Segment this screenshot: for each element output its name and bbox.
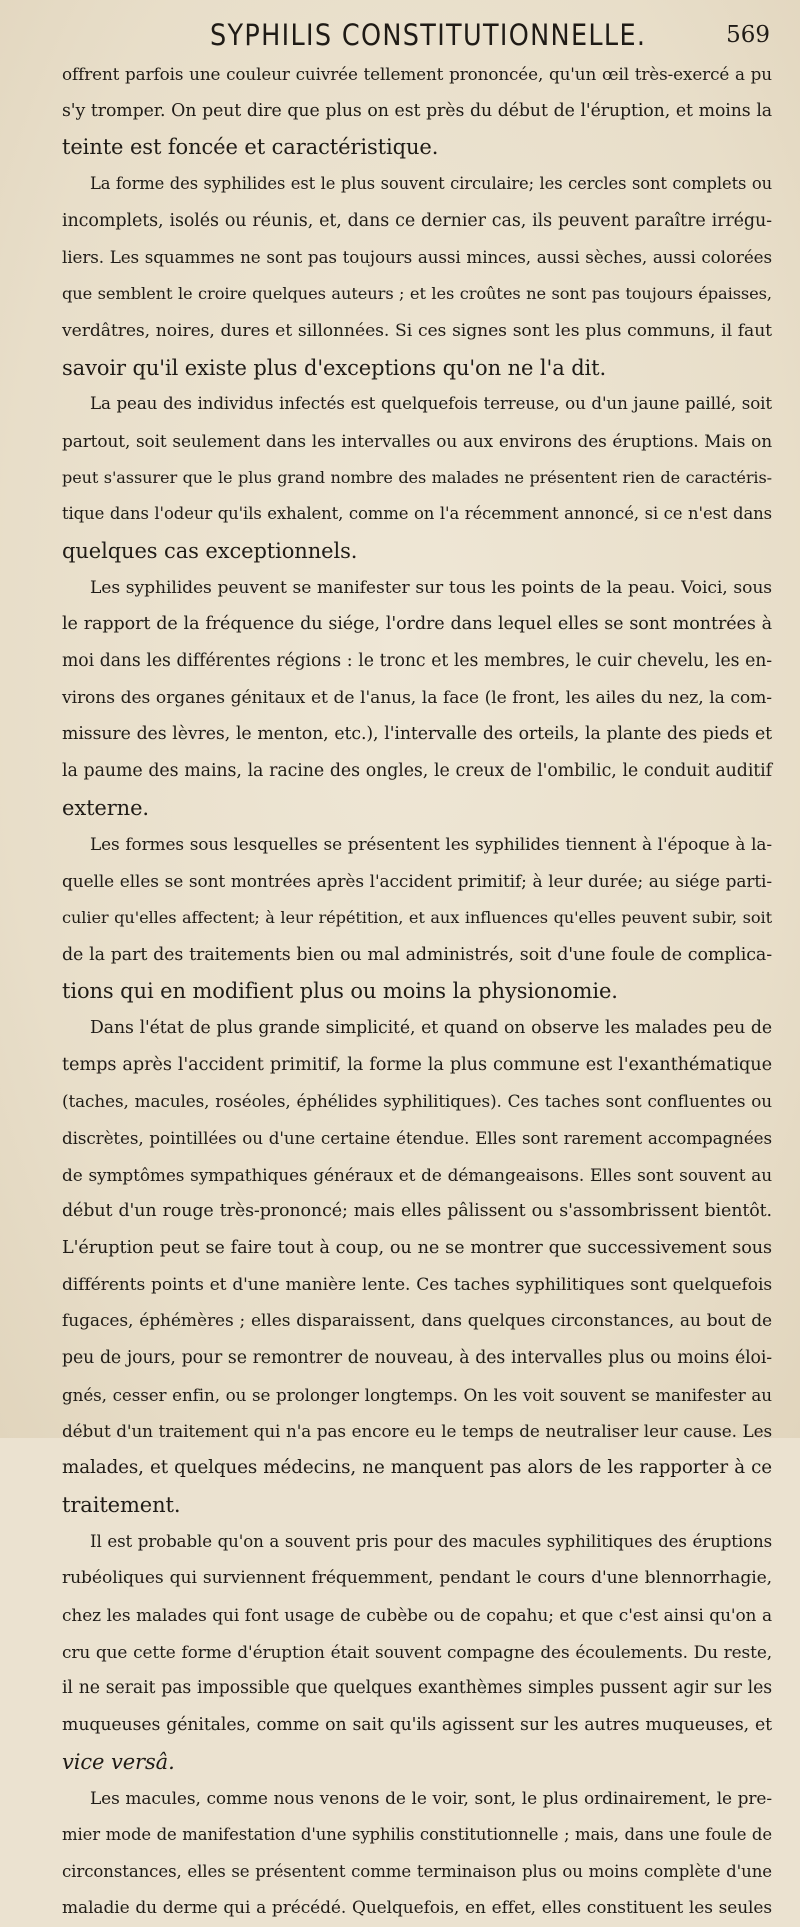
- text-line: de symptômes sympathiques généraux et de démangeaisons. Elles sont souvent au: [62, 1164, 772, 1185]
- text-line: le rapport de la fréquence du siége, l'ordre dans lequel elles se sont montrées à: [62, 614, 772, 635]
- text-line: tions qui en modifient plus ou moins la physionomie.: [62, 979, 618, 1004]
- text-line: L'éruption peut se faire tout à coup, ou ne se montrer que successivement sous: [62, 1238, 772, 1258]
- text-line: liers. Les squammes ne sont pas toujours aussi minces, aussi sèches, aussi colorées: [62, 247, 772, 268]
- text-line: s'y tromper. On peut dire que plus on est près du début de l'éruption, et moins la: [62, 100, 772, 121]
- text-line: temps après l'accident primitif, la forme la plus commune est l'exanthématique: [62, 1054, 772, 1075]
- text-line: il ne serait pas impossible que quelques exanthèmes simples pussent agir sur les: [62, 1678, 772, 1699]
- text-line: moi dans les différentes régions : le tronc et les membres, le cuir chevelu, les en-: [62, 651, 772, 671]
- text-line: début d'un rouge très-prononcé; mais elles pâlissent ou s'assombrissent bientôt.: [62, 1201, 772, 1222]
- text-line: cru que cette forme d'éruption était souvent compagne des écoulements. Du reste,: [62, 1641, 772, 1662]
- text-line: offrent parfois une couleur cuivrée tellement prononcée, qu'un œil très-exercé a pu: [62, 64, 772, 84]
- page-number: 569: [726, 22, 770, 48]
- text-line: Les formes sous lesquelles se présentent les syphilides tiennent à l'époque à la-: [90, 834, 772, 855]
- text-line: mier mode de manifestation d'une syphilis constitutionnelle ; mais, dans une foule de: [62, 1825, 772, 1844]
- text-line: virons des organes génitaux et de l'anus, la face (le front, les ailes du nez, la com-: [62, 687, 772, 708]
- text-line: quelques cas exceptionnels.: [62, 538, 358, 563]
- text-line: discrètes, pointillées ou d'une certaine étendue. Elles sont rarement accompagnées: [62, 1127, 772, 1148]
- body-text: [62, 56, 772, 1927]
- text-line: muqueuses génitales, comme on sait qu'ils agissent sur les autres muqueuses, et: [62, 1714, 772, 1735]
- text-line: début d'un traitement qui n'a pas encore eu le temps de neutraliser leur cause. Les: [62, 1421, 772, 1442]
- text-line: Les syphilides peuvent se manifester sur tous les points de la peau. Voici, sous: [90, 577, 772, 598]
- text-line: Il est probable qu'on a souvent pris pour des macules syphilitiques des éruptions: [90, 1531, 772, 1551]
- text-line: tique dans l'odeur qu'ils exhalent, comme on l'a récemment annoncé, si ce n'est dans: [62, 504, 772, 524]
- text-line: quelle elles se sont montrées après l'accident primitif; à leur durée; au siége parti-: [62, 871, 772, 892]
- text-line: La forme des syphilides est le plus souvent circulaire; les cercles sont complets ou: [90, 174, 772, 194]
- text-line: partout, soit seulement dans les intervalles ou aux environs des éruptions. Mais on: [62, 430, 772, 451]
- text-line: différents points et d'une manière lente. Ces taches syphilitiques sont quelquefois: [62, 1274, 772, 1295]
- text-line: la paume des mains, la racine des ongles, le creux de l'ombilic, le conduit auditif: [62, 761, 772, 782]
- text-line: rubéoliques qui surviennent fréquemment, pendant le cours d'une blennorrhagie,: [62, 1568, 772, 1589]
- text-line: malades, et quelques médecins, ne manquent pas alors de les rapporter à ce: [62, 1457, 772, 1479]
- text-line: savoir qu'il existe plus d'exceptions qu'on ne l'a dit.: [62, 355, 607, 380]
- text-line: maladie du derme qui a précédé. Quelquefois, en effet, elles constituent les seules: [62, 1898, 772, 1919]
- page-header: [60, 14, 770, 54]
- text-line: Dans l'état de plus grande simplicité, et quand on observe les malades peu de: [90, 1017, 772, 1038]
- text-line: externe.: [62, 795, 150, 820]
- text-line: missure des lèvres, le menton, etc.), l'intervalle des orteils, la plante des pieds et: [62, 724, 772, 745]
- text-line: traitement.: [62, 1492, 181, 1517]
- text-line: que semblent le croire quelques auteurs ; et les croûtes ne sont pas toujours épaisses,: [62, 284, 772, 304]
- text-line: vice versâ.: [62, 1749, 175, 1774]
- text-line: La peau des individus infectés est quelquefois terreuse, ou d'un jaune paillé, soit: [90, 394, 772, 414]
- text-line: chez les malades qui font usage de cubèbe ou de copahu; et que c'est ainsi qu'on a: [62, 1604, 772, 1625]
- text-line: culier qu'elles affectent; à leur répétition, et aux influences qu'elles peuvent subir, soit: [62, 907, 772, 927]
- text-line: (taches, macules, roséoles, éphélides syphilitiques). Ces taches sont confluentes ou: [62, 1091, 772, 1112]
- running-title: SYPHILIS CONSTITUTIONNELLE.: [210, 18, 647, 52]
- text-line: Les macules, comme nous venons de le voir, sont, le plus ordinairement, le pre-: [90, 1788, 772, 1809]
- text-line: gnés, cesser enfin, ou se prolonger longtemps. On les voit souvent se manifester au: [62, 1384, 772, 1405]
- text-line: teinte est foncée et caractéristique.: [62, 135, 439, 160]
- text-line: verdâtres, noires, dures et sillonnées. Si ces signes sont les plus communs, il faut: [62, 320, 772, 341]
- text-line: de la part des traitements bien ou mal administrés, soit d'une foule de complica-: [62, 944, 772, 965]
- text-line: peu de jours, pour se remontrer de nouveau, à des intervalles plus ou moins éloi-: [62, 1348, 772, 1369]
- text-line: peut s'assurer que le plus grand nombre des malades ne présentent rien de caractéris-: [62, 467, 772, 487]
- text-line: fugaces, éphémères ; elles disparaissent, dans quelques circonstances, au bout de: [62, 1311, 772, 1332]
- text-line: circonstances, elles se présentent comme terminaison plus ou moins complète d'une: [62, 1861, 772, 1881]
- text-line: incomplets, isolés ou réunis, et, dans ce dernier cas, ils peuvent paraître irrégu-: [62, 210, 772, 231]
